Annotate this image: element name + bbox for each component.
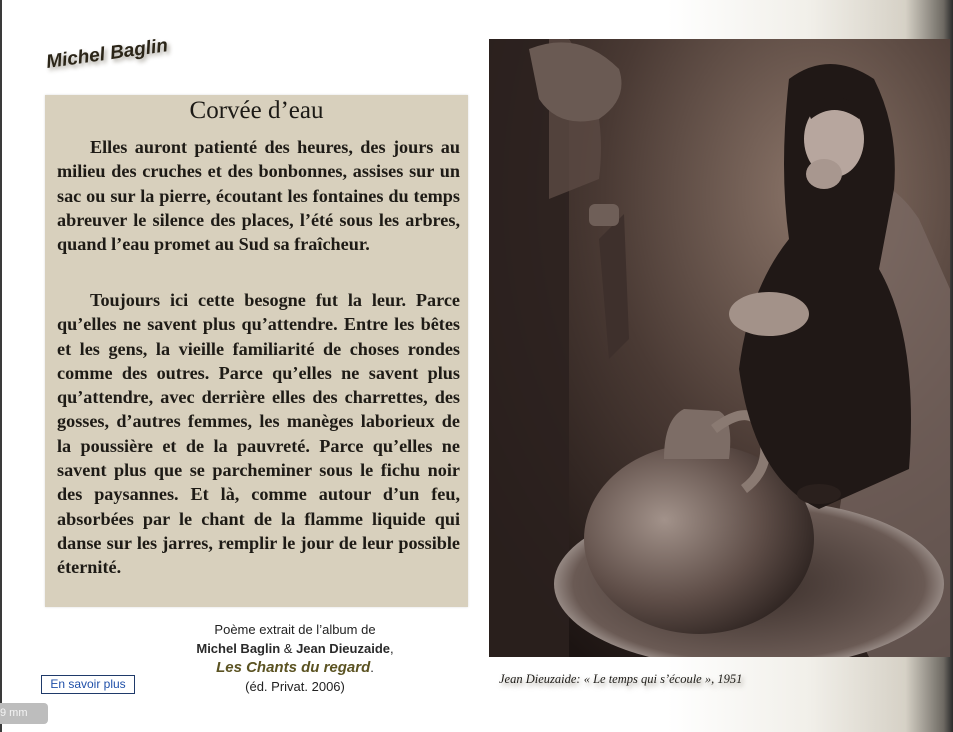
credit-ampersand: & xyxy=(280,641,297,656)
album-period: . xyxy=(370,660,374,675)
credit-comma: , xyxy=(390,641,394,656)
credit-author-2: Jean Dieuzaide xyxy=(296,641,390,656)
credit-author-1: Michel Baglin xyxy=(196,641,281,656)
credit-authors xyxy=(160,639,430,658)
left-border xyxy=(0,0,2,732)
photo-caption: Jean Dieuzaide: « Le temps qui s’écoule », 1951 xyxy=(499,672,743,686)
poem-title: Corvée d’eau xyxy=(189,97,324,124)
poem-panel xyxy=(45,95,468,607)
poem-stanza-1: Elles auront patienté des heures, des jours au milieu des cruches et des bonbonnes, assises sur un sac ou sur la pierre, écoutant les fontaines du temps abreuver le silence des places, l’été sous les arbres, quand l’eau promet au Sud sa fraîcheur. xyxy=(57,137,460,255)
author-name: Michel Baglin xyxy=(44,35,170,74)
photograph xyxy=(489,39,950,657)
album-credit xyxy=(160,620,430,696)
measurement-badge: 9 mm xyxy=(0,703,48,724)
photo-illustration xyxy=(489,39,950,657)
credit-edition: (éd. Privat. 2006) xyxy=(245,679,345,694)
album-title: Les Chants du regard xyxy=(216,659,371,676)
poem-stanza-2: Toujours ici cette besogne fut la leur. Parce qu’elles ne savent plus qu’attendre. Entre les bêtes et les gens, la vieille familiarité de choses rondes comme des outres. Parce qu’elles ne savent plus qu’attendre, avec derrière elles des charrettes, des gosses, d’autres femmes, les manèges laborieux de la poussière et de la pauvreté. Parce qu’elles ne savent plus que se parcheminer sous le fichu noir des paysannes. Et là, comme autour d’un feu, absorbées par le chant de la flamme liquide qui danse sur les jarres, remplir le jour de leur possible éternité. xyxy=(57,290,460,578)
learn-more-link[interactable]: En savoir plus xyxy=(41,675,135,694)
credit-intro: Poème extrait de l’album de xyxy=(214,622,376,637)
